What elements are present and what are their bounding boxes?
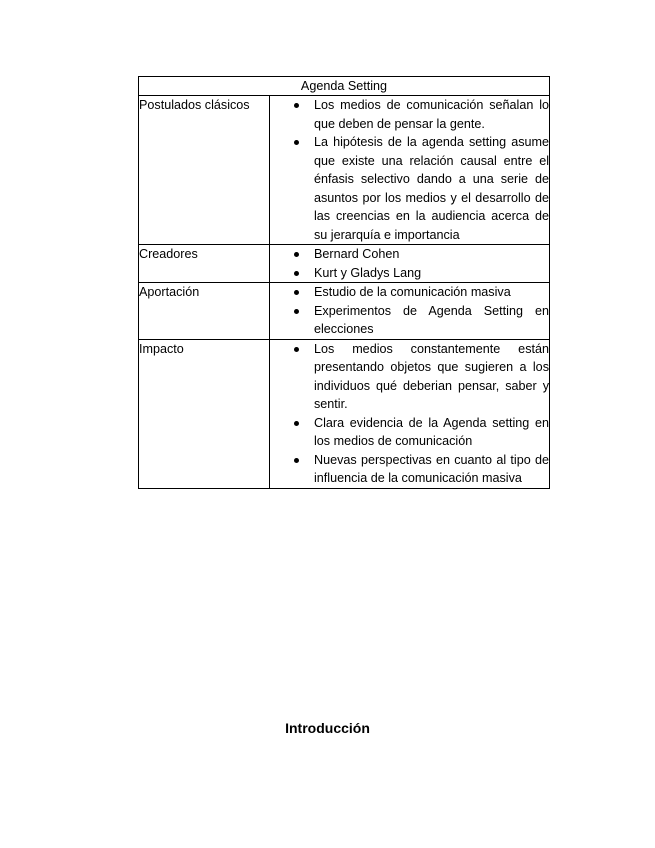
bullet-list <box>270 245 549 282</box>
bullet-icon <box>294 271 299 276</box>
bullet-icon <box>294 290 299 295</box>
row-content-impacto <box>270 339 550 488</box>
bullet-icon <box>294 309 299 314</box>
list-item <box>270 451 549 488</box>
list-item <box>270 340 549 414</box>
list-item <box>270 264 549 283</box>
list-item-text: Experimentos de Agenda Setting en elecciones <box>314 303 549 336</box>
row-content-aportacion <box>270 283 550 340</box>
list-item-text: La hipótesis de la agenda setting asume que existe una relación causal entre el énfasis selectivo dando a una serie de asuntos por los medios y el desarrollo de las creencias en la audiencia acerca de su jerarquía e importancia <box>314 135 549 242</box>
list-item <box>270 302 549 339</box>
bullet-icon <box>294 421 299 426</box>
table-row <box>139 339 550 488</box>
list-item-text: Estudio de la comunicación masiva <box>314 285 511 299</box>
bullet-list <box>270 283 549 339</box>
table-title-row <box>139 77 550 96</box>
list-item-text: Los medios constantemente están presentando objetos que sugieren a los individuos qué deberian pensar, saber y sentir. <box>314 341 549 411</box>
row-content-postulados <box>270 96 550 245</box>
list-item <box>270 414 549 451</box>
list-item <box>270 133 549 244</box>
bullet-icon <box>294 103 299 108</box>
bullet-icon <box>294 140 299 145</box>
section-heading: Introducción <box>285 720 370 736</box>
row-content-creadores <box>270 245 550 283</box>
table-row <box>139 245 550 283</box>
agenda-setting-table <box>138 76 550 489</box>
list-item <box>270 245 549 264</box>
list-item <box>270 283 549 302</box>
row-label-aportacion: Aportación <box>139 283 270 340</box>
list-item-text: Nuevas perspectivas en cuanto al tipo de influencia de la comunicación masiva <box>314 452 549 485</box>
bullet-list <box>270 96 549 244</box>
bullet-icon <box>294 458 299 463</box>
bullet-icon <box>294 252 299 257</box>
table-row <box>139 283 550 340</box>
list-item <box>270 96 549 133</box>
row-label-creadores: Creadores <box>139 245 270 283</box>
bullet-icon <box>294 347 299 352</box>
list-item-text: Clara evidencia de la Agenda setting en los medios de comunicación <box>314 415 549 448</box>
list-item-text: Bernard Cohen <box>314 247 400 261</box>
list-item-text: Kurt y Gladys Lang <box>314 265 422 280</box>
row-label-postulados: Postulados clásicos <box>139 96 270 245</box>
table-row <box>139 96 550 245</box>
table-title: Agenda Setting <box>139 77 550 96</box>
bullet-list <box>270 340 549 488</box>
list-item-text: Los medios de comunicación señalan lo que deben de pensar la gente. <box>314 98 549 131</box>
row-label-impacto: Impacto <box>139 339 270 488</box>
